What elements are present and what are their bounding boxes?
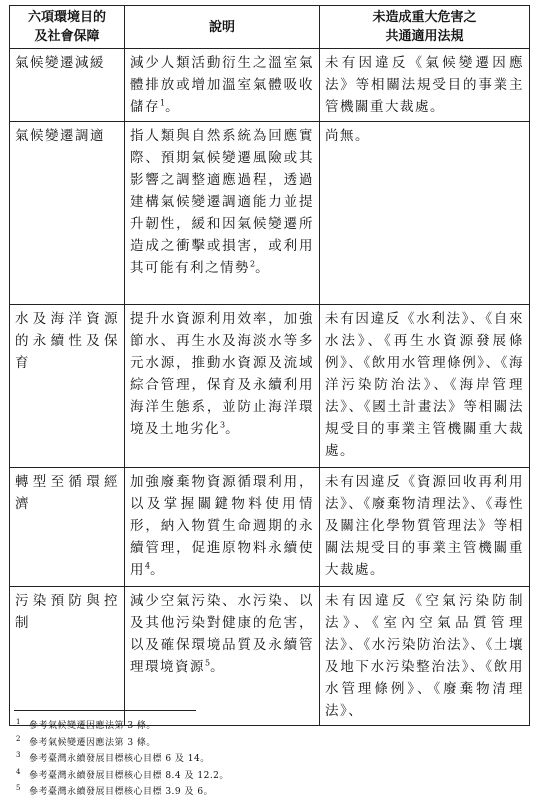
footnote-text: 參考臺灣永續發展目標核心目標 3.9 及 6。 (28, 787, 214, 797)
goal-cell: 氣候變遷減緩 (10, 49, 125, 122)
law-cell: 未有因違反《空氣污染防制法》、《室內空氣品質管理法》、《水污染防治法》、《土壤及地下水污染整治法》、《飲用水管理條例》、《廢棄物清理法》、 (320, 587, 530, 726)
footnote-number: 4 (16, 767, 21, 776)
law-cell: 未有因違反《氣候變遷因應法》等相關法規受目的事業主管機關重大裁處。 (320, 49, 530, 122)
footnote (16, 749, 516, 766)
goal-cell: 氣候變遷調適 (10, 122, 125, 305)
table-row (10, 122, 530, 305)
description-tail: 。 (150, 562, 166, 578)
footnote-ref: 3 (220, 420, 226, 430)
footnote-text: 參考臺灣永續發展目標核心目標 8.4 及 12.2。 (28, 770, 229, 781)
description-tail: 。 (255, 260, 271, 276)
footnote-ref: 2 (250, 259, 256, 269)
footnote-ref: 4 (145, 561, 151, 571)
description-tail: 。 (165, 99, 181, 115)
footnote-number: 5 (16, 784, 21, 792)
description-cell (125, 468, 320, 587)
footnote-text: 參考氣候變遷因應法第 3 條。 (28, 737, 156, 748)
description-cell (125, 122, 320, 305)
header-environmental-goal: 六項環境目的 及社會保障 (10, 6, 125, 49)
goal-cell: 污染預防與控制 (10, 587, 125, 726)
environmental-objectives-table (9, 5, 530, 726)
footnote-separator (14, 710, 196, 711)
goal-cell: 水及海洋資源的永續性及保育 (10, 305, 125, 468)
description-text: 指人類與自然系統為回應實際、預期氣候變遷風險或其影響之調整適應過程，透過建構氣候變遷調適能力並提升韌性，緩和因氣候變遷所造成之衝擊或損害，或利用其可能有利之情勢 (130, 128, 314, 276)
footnote-number: 3 (16, 751, 21, 759)
law-cell: 未有因違反《資源回收再利用法》、《廢棄物清理法》、《毒性及關注化學物質管理法》等相關法規受目的事業主管機關重大裁處。 (320, 468, 530, 587)
description-cell (125, 305, 320, 468)
footnote (16, 782, 516, 799)
description-text: 加強廢棄物資源循環利用，以及掌握關鍵物料使用情形，納入物質生命週期的永續管理，促進原物料永續使用 (130, 474, 314, 578)
footnote-number: 1 (16, 718, 21, 726)
header-applicable-laws: 未造成重大危害之 共通適用法規 (320, 6, 530, 49)
footnote-text: 參考氣候變遷因應法第 3 條。 (28, 721, 156, 731)
law-cell: 尚無。 (320, 122, 530, 305)
footnote (16, 716, 516, 733)
law-cell: 未有因違反《水利法》、《自來水法》、《再生水資源發展條例》、《飲用水管理條例》、《海洋污染防治法》、《海岸管理法》、《國土計畫法》等相關法規受目的事業主管機關重大裁處。 (320, 305, 530, 468)
description-text: 減少人類活動衍生之溫室氣體排放或增加溫室氣體吸收儲存 (130, 55, 314, 115)
description-text: 提升水資源利用效率，加強節水、再生水及海淡水等多元水源，推動水資源及流域綜合管理，保育及永續利用海洋生態系，並防止海洋環境及土地劣化 (130, 311, 314, 437)
footnote (16, 733, 516, 750)
header-description: 說明 (125, 6, 320, 49)
goal-cell: 轉型至循環經濟 (10, 468, 125, 587)
footnote-text: 參考臺灣永續發展目標核心目標 6 及 14。 (28, 754, 210, 764)
table-row (10, 587, 530, 726)
table-row (10, 305, 530, 468)
footnotes (16, 716, 516, 799)
description-tail: 。 (210, 659, 226, 675)
footnote (16, 766, 516, 783)
table-row (10, 468, 530, 587)
footnote-ref: 5 (205, 658, 211, 668)
table-row (10, 49, 530, 122)
table-header-row (10, 6, 530, 49)
footnote-ref: 1 (160, 98, 166, 108)
description-tail: 。 (225, 421, 241, 437)
description-cell (125, 587, 320, 726)
footnote-number: 2 (16, 734, 21, 743)
description-cell (125, 49, 320, 122)
description-text: 減少空氣污染、水污染、以及其他污染對健康的危害，以及確保環境品質及永續管理環境資源 (130, 593, 314, 675)
